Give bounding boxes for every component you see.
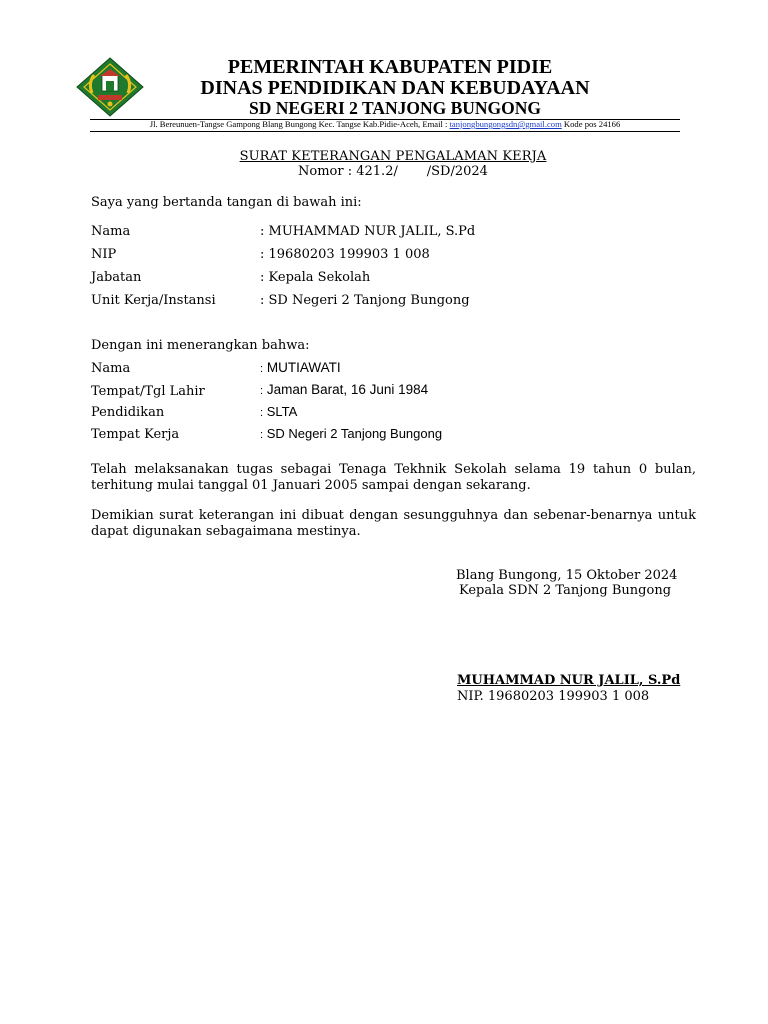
signer-value-unit: : SD Negeri 2 Tanjong Bungong: [260, 293, 470, 308]
signer-label-unit: Unit Kerja/Instansi: [91, 293, 216, 308]
subject-value-education: [260, 404, 297, 419]
signature-name: MUHAMMAD NUR JALIL, S.Pd: [457, 673, 681, 688]
colon: :: [260, 363, 264, 375]
signer-label-position: Jabatan: [91, 270, 142, 285]
address-text: Jl. Bereunuen-Tangse Gampong Blang Bungong Kec. Tangse Kab.Pidie-Aceh, Email :: [149, 119, 450, 129]
subject-label-education: Pendidikan: [91, 405, 165, 420]
subject-name: MUTIAWATI: [266, 360, 341, 375]
body-paragraph-1: Telah melaksanakan tugas sebagai Tenaga Tekhnik Sekolah selama 19 tahun 0 bulan, terhitung mulai tanggal 01 Januari 2005 sampai dengan sekarang.: [91, 462, 696, 493]
header-address: [90, 119, 680, 129]
header-school-name: SD NEGERI 2 TANJONG BUNGONG: [248, 98, 542, 118]
intro-text: Saya yang bertanda tangan di bawah ini:: [91, 195, 362, 210]
signer-value-nip: : 19680203 199903 1 008: [260, 247, 430, 262]
pidie-emblem-logo: [76, 57, 144, 117]
signer-value-name: : MUHAMMAD NUR JALIL, S.Pd: [260, 224, 476, 239]
subject-workplace: SD Negeri 2 Tanjong Bungong: [266, 426, 443, 441]
place-date: Blang Bungong, 15 Oktober 2024: [456, 568, 678, 583]
body-paragraph-2: Demikian surat keterangan ini dibuat dengan sesungguhnya dan sebenar-benarnya untuk dapat digunakan sebagaimana mestinya.: [91, 508, 696, 539]
header-government: PEMERINTAH KABUPATEN PIDIE: [227, 56, 553, 78]
statement-text: Dengan ini menerangkan bahwa:: [91, 338, 310, 353]
subject-label-birth: Tempat/Tgl Lahir: [91, 384, 205, 399]
letter-title: SURAT KETERANGAN PENGALAMAN KERJA: [239, 149, 547, 164]
header-rule-bottom: [90, 131, 680, 132]
subject-label-name: Nama: [91, 361, 131, 376]
postal-code-text: Kode pos 24166: [561, 119, 621, 129]
subject-value-workplace: [260, 426, 442, 441]
signer-label-name: Nama: [91, 224, 131, 239]
letter-number: Nomor : 421.2/ /SD/2024: [298, 164, 488, 179]
colon: :: [260, 407, 264, 419]
subject-birth: Jaman Barat, 16 Juni 1984: [266, 382, 429, 397]
colon: :: [260, 429, 264, 441]
colon: :: [260, 385, 264, 397]
subject-value-birth: [260, 382, 428, 397]
signer-label-nip: NIP: [91, 247, 117, 262]
subject-label-workplace: Tempat Kerja: [91, 427, 180, 442]
subject-education: SLTA: [266, 404, 298, 419]
signer-value-position: : Kepala Sekolah: [260, 270, 371, 285]
signer-position: Kepala SDN 2 Tanjong Bungong: [459, 583, 672, 598]
header-department: DINAS PENDIDIKAN DAN KEBUDAYAAN: [200, 77, 590, 99]
subject-value-name: [260, 360, 341, 375]
signature-nip: NIP. 19680203 199903 1 008: [457, 689, 650, 704]
email-link[interactable]: tanjongbungongsdn@gmail.com: [449, 119, 562, 129]
